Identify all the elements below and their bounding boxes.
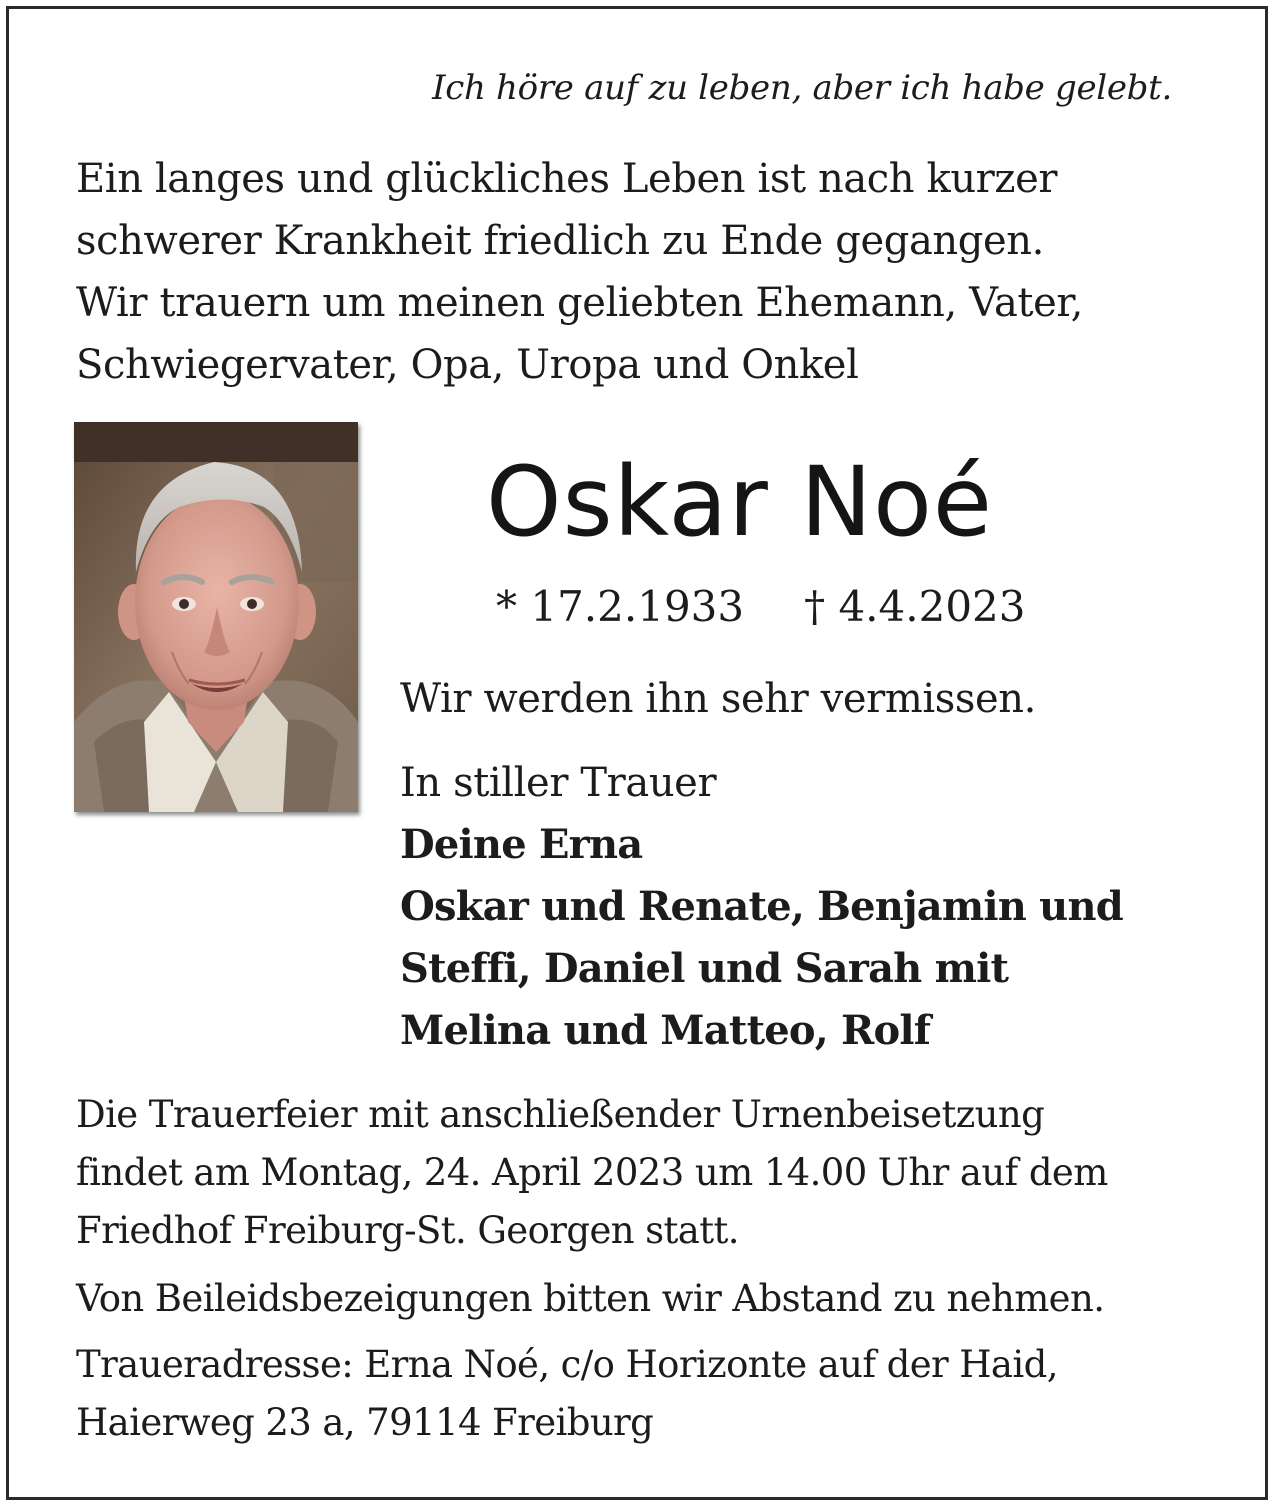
intro-line: Schwiegervater, Opa, Uropa und Onkel [76,342,859,388]
intro-text [76,148,1216,396]
mourning-heading: In stiller Trauer [400,760,717,806]
ceremony-info [76,1086,1216,1260]
condolence-note [76,1270,1216,1328]
mourner-line: Steffi, Daniel und Sarah mit [400,945,1009,992]
mourner-line: Melina und Matteo, Rolf [400,1007,931,1054]
intro-line: Ein langes und glückliches Leben ist nach kurzer [76,156,1058,202]
mourners-block [400,752,1200,1062]
intro-line: Wir trauern um meinen geliebten Ehemann, Vater, [76,280,1084,326]
condolence-line: Von Beileidsbezeigungen bitten wir Abstand zu nehmen. [76,1277,1105,1320]
mourner-line: Oskar und Renate, Benjamin und [400,883,1123,930]
miss-text: Wir werden ihn sehr vermissen. [400,676,1036,722]
mourning-address [76,1336,1216,1452]
ceremony-line: findet am Montag, 24. April 2023 um 14.00 Uhr auf dem [76,1151,1108,1194]
mourner-line: Deine Erna [400,821,643,868]
address-line: Traueradresse: Erna Noé, c/o Horizonte auf der Haid, [76,1343,1058,1386]
ceremony-line: Friedhof Freiburg-St. Georgen statt. [76,1209,739,1252]
ceremony-line: Die Trauerfeier mit anschließender Urnenbeisetzung [76,1093,1045,1136]
birth-date: * 17.2.1933 [496,582,745,631]
death-date: † 4.4.2023 [804,582,1026,631]
deceased-name: Oskar Noé [486,446,993,558]
motto-quote: Ich höre auf zu leben, aber ich habe gelebt. [432,68,1172,108]
address-line: Haierweg 23 a, 79114 Freiburg [76,1401,654,1444]
intro-line: schwerer Krankheit friedlich zu Ende gegangen. [76,218,1044,264]
portrait-photo [74,422,358,812]
life-dates [496,582,1026,631]
